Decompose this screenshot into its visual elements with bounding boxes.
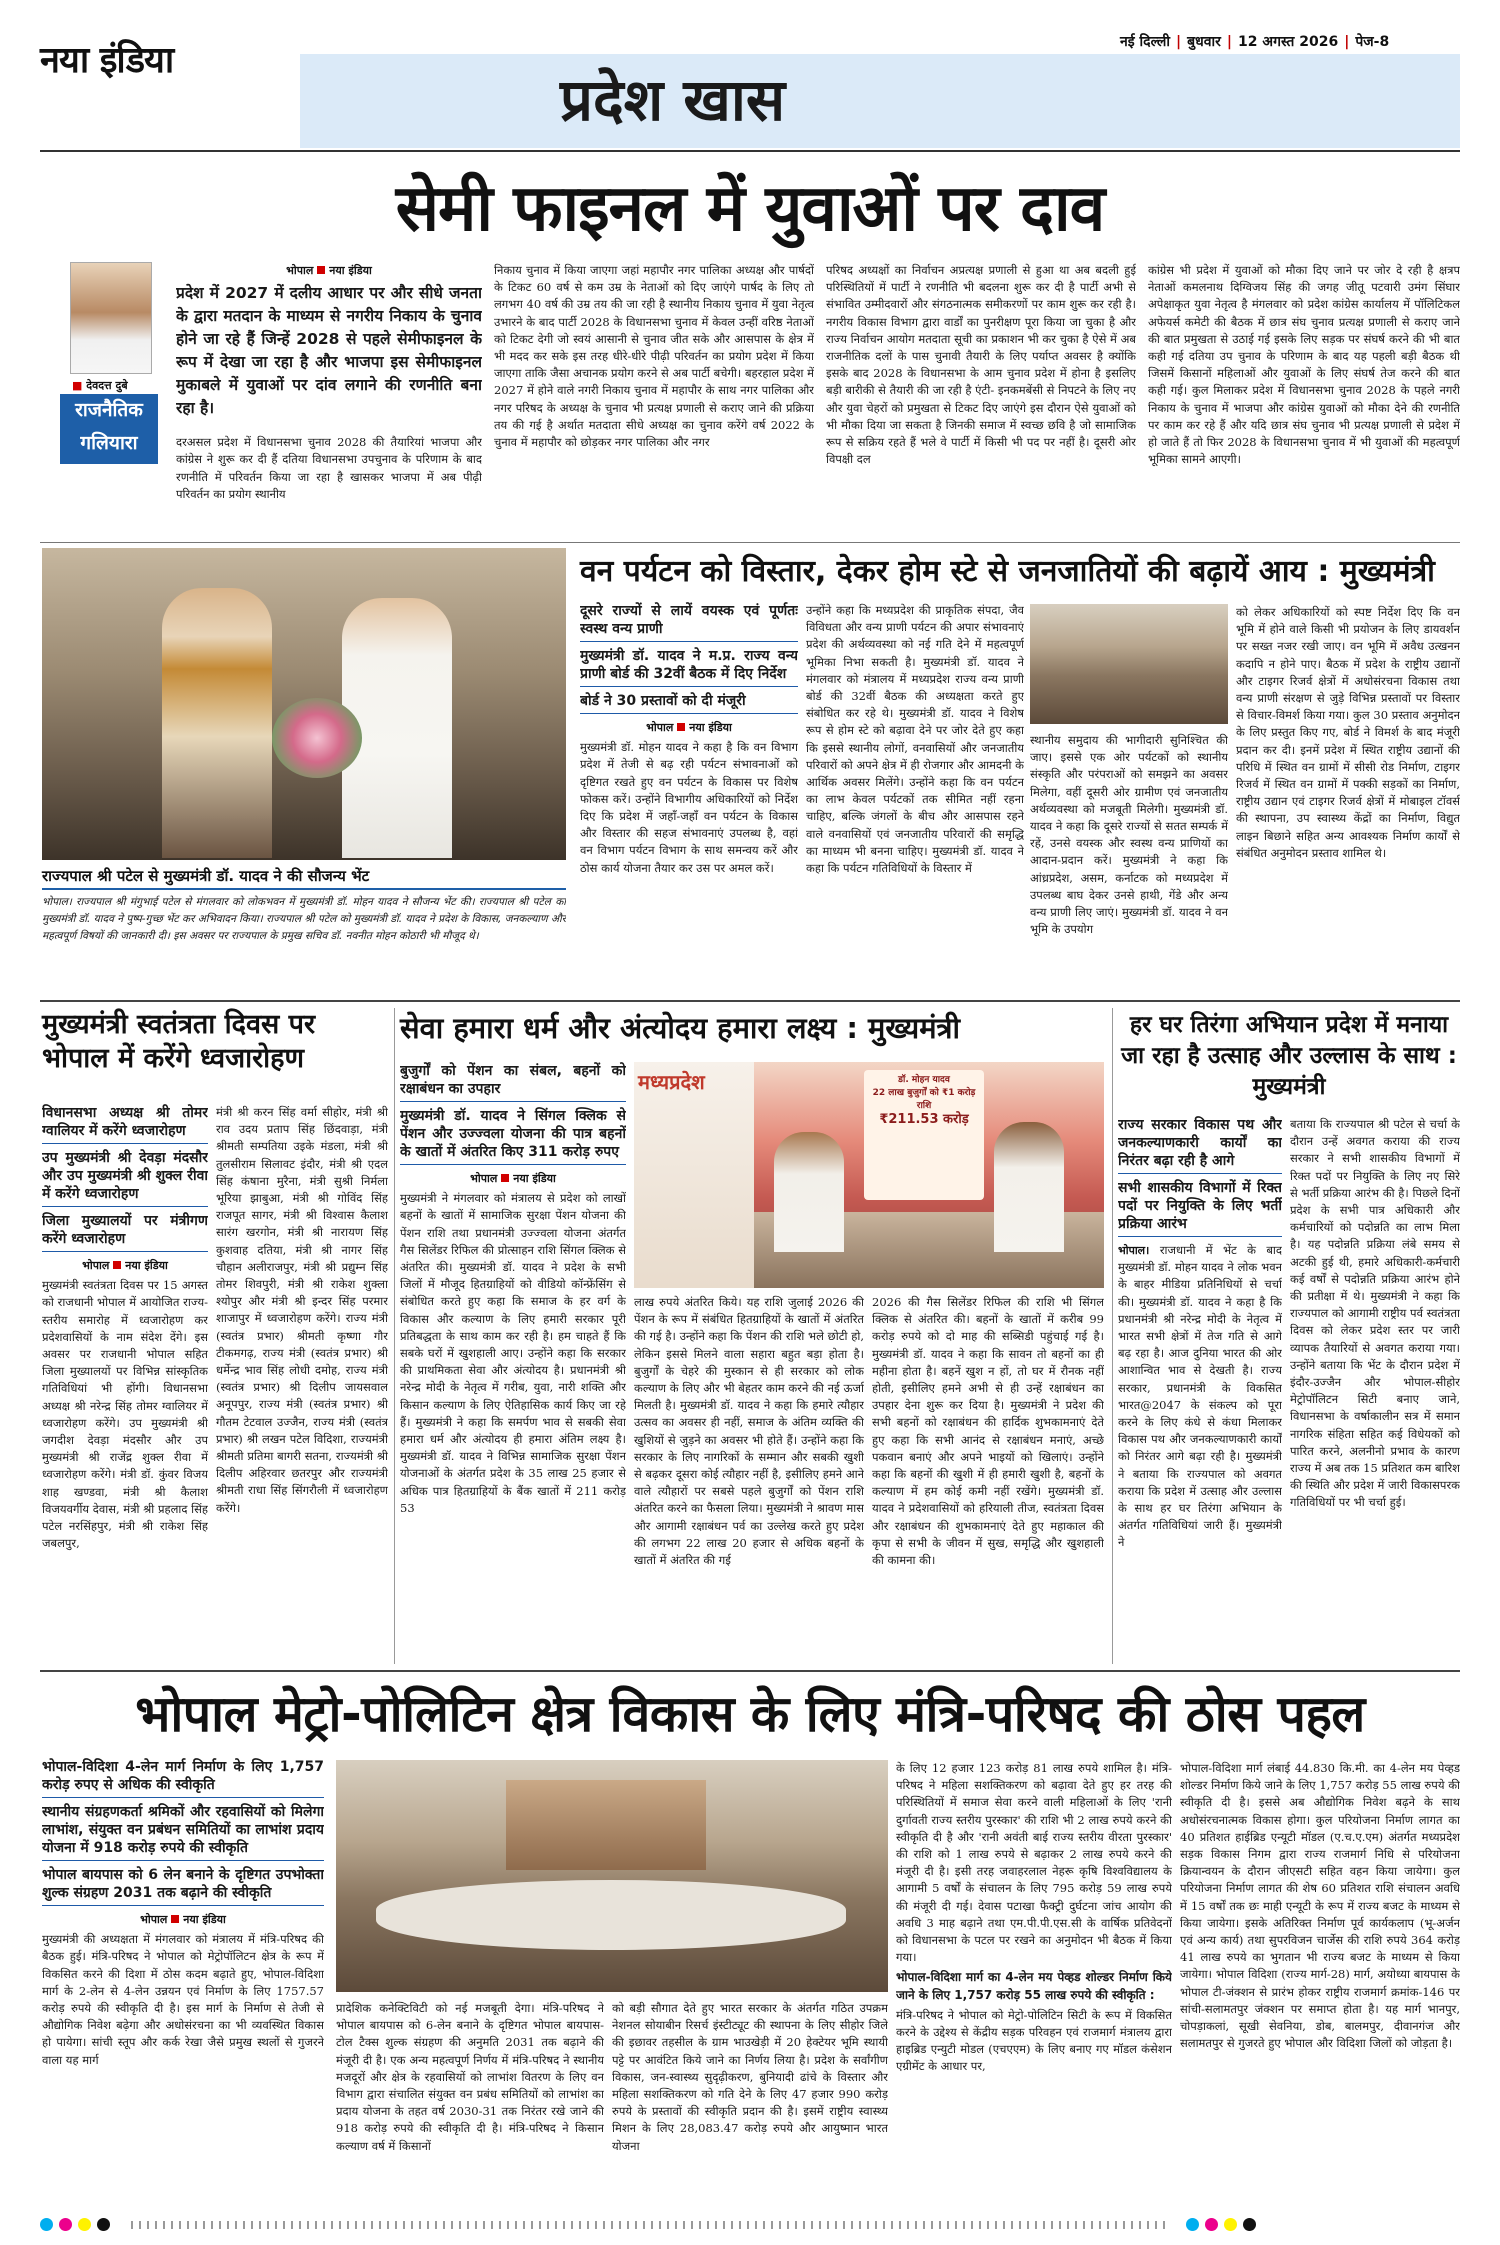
forest-subheads [580,602,798,992]
metro-col4 [896,1760,1172,2204]
main-story-lead: प्रदेश में 2027 में दलीय आधार पर और सीधे जनता के द्वारा मतदान के माध्यम से नगरीय निकाय के चुनाव होने जा रहे हैं जिन्हें 2028 से पहले सेमीफाइनल के रूप में देखा जा रहा है और भाजपा इस सेमीफाइनल मुकाबले में युवाओं पर दांव लगाने की रणनीति बना रहा है। [176,284,482,418]
author-name: ■ देवदत्त दुबे [72,379,128,392]
flag-sub2: उप मुख्यमंत्री श्री देवड़ा मंदसौर और उप मुख्यमंत्री श्री शुक्ल रीवा में करेंगे ध्वजारोहण [42,1149,208,1207]
flag-col1 [42,1104,208,1664]
forest-sub2: मुख्यमंत्री डॉ. यादव ने म.प्र. राज्य वन्य प्राणी बोर्ड की 32वीं बैठक में दिए निर्देश [580,647,798,687]
metro-col3: को बड़ी सौगात देते हुए भारत सरकार के अंतर्गत गठित उपक्रम नेशनल सोयाबीन रिसर्च इंस्टीट्यूट की स्थापना के लिए सीहोर जिले की इछावर तहसील के ग्राम भाउखेड़ी में 20 हेक्टेयर भूमि स्थायी पट्टे पर आवंटित किये जाने का निर्णय लिया है। प्रदेश के सर्वांगीण विकास, जन-स्वास्थ्य सुदृढ़ीकरण, बुनियादी ढांचे के विस्तार और महिला सशक्तिकरण को गति देने के लिए 47 हजार 990 करोड़ रुपये के प्रस्तावों की स्वीकृति प्रदान की है। इसमें राष्ट्रीय स्वास्थ्य मिशन के लिए 28,083.47 करोड़ रुपये और आयुष्मान भारत योजना [612,2001,888,2153]
metro-text-4: के लिए 12 हजार 123 करोड़ 81 लाख रुपये शामिल है। मंत्रि-परिषद ने महिला सशक्तिकरण को बढ़ावा देते हुए हर तरह की परिस्थितियों में समाज सेवा करने वाली महिलाओं के लिए 'रानी दुर्गावती राज्य स्तरीय पुरस्कार' की राशि भी 2 लाख रुपये करने की स्वीकृति दी है और 'रानी अवंती बाई राज्य स्तरीय वीरता पुरस्कार' की राशि को 1 लाख रुपये से बढ़ाकर 2 लाख रुपये करने की मंजूरी दी है। इसी तरह जवाहरलाल नेहरू कृषि विश्वविद्यालय के आगामी 5 वर्षों के संचालन के लिए 795 करोड़ 59 लाख रुपये की मंजूरी दी गई। देवास पटाखा फैक्ट्री दुर्घटना जांच आयोग की अवधि 3 माह बढ़ाने तथा एम.पी.पी.एस.सी के वार्षिक प्रतिवेदनों को विधानसभा के पटल पर रखने का अनुमोदन भी बैठक में किया गया। [896,1761,1172,1965]
metro-col1 [42,1758,324,2204]
issue-day: बुधवार [1187,34,1221,50]
photo-caption-title: राज्यपाल श्री पटेल से मुख्यमंत्री डॉ. यादव ने की सौजन्य भेंट [42,867,370,885]
metro-text-4b: मंत्रि-परिषद ने भोपाल को मेट्रो-पोलिटिन सिटी के रूप में विकसित करने के उद्देश्य से केंद्रीय सड़क परिवहन एवं राजमार्ग मंत्रालय द्वारा हाइब्रिड एन्युटी मोडल (एचएएम) के लिए बनाए गए मॉडल कंसेशन एग्रीमेंट के आधार पर, [896,2007,1172,2074]
pension-event-photo [634,1062,1104,1288]
tiranga-text-1: भोपाल। राजधानी में भेंट के बाद मुख्यमंत्री डॉ. मोहन यादव ने लोक भवन के बाहर मीडिया प्रतिनिधियों से चर्चा की। मुख्यमंत्री डॉ. यादव ने कहा है कि प्रधानमंत्री श्री नरेन्द्र मोदी के नेतृत्व में भारत सभी क्षेत्रों में तेज गति से आगे बढ़ रहा है। आज दुनिया भारत की ओर आशान्वित भाव से देखती है। राज्य सरकार, प्रधानमंत्री के विकसित भारत@2047 के संकल्प को पूरा करने के लिए कंधे से कंधा मिलाकर विकास पथ और जनकल्याणकारी कार्यों को निरंतर आगे बढ़ा रही है। मुख्यमंत्री ने बताया कि राज्यपाल को अवगत कराया कि प्रदेश में उत्साह और उल्लास के साथ हर घर तिरंगा अभियान के अंतर्गत गतिविधियां जारी हैं। मुख्यमंत्री ने [1118,1243,1282,1550]
masthead-rule [40,150,1460,152]
forest-headline: वन पर्यटन को विस्तार, देकर होम स्टे से जनजातियों की बढ़ायें आय : मुख्यमंत्री [580,554,1435,589]
caption-rule [42,888,566,890]
metro-sub1: भोपाल-विदिशा 4-लेन मार्ग निर्माण के लिए 1,757 करोड़ रुपए से अधिक की स्वीकृति [42,1758,324,1798]
banner-amount1: 22 लाख बुजुर्गों को ₹1 करोड़ राशि [872,1088,976,1111]
banner-amount2: ₹211.53 करोड़ [879,1112,969,1127]
photo-caption-text: भोपाल। राज्यपाल श्री मंगुभाई पटेल से मंगलवार को लोकभवन में मुख्यमंत्री डॉ. मोहन यादव ने सौजन्य भेंट की। राज्यपाल श्री पटेल का मुख्यमंत्री डॉ. यादव ने पुष्प-गुच्छ भेंट कर अभिवादन किया। राज्यपाल श्री पटेल को मुख्यमंत्री डॉ. यादव ने प्रदेश के विकास, जनकल्याण और महत्वपूर्ण विषयों की जानकारी दी। इस अवसर पर राज्यपाल के प्रमुख सचिव डॉ. नवनीत मोहन कोठारी भी मौजूद थे। [42,896,566,942]
metro-sub2: स्थानीय संग्रहणकर्ता श्रमिकों और रहवासियों को मिलेगा लाभांश, संयुक्त वन प्रबंधन समितियों का लाभांश प्रदाय योजना में 918 करोड़ रुपये की स्वीकृति [42,1803,324,1861]
governor-cm-photo [42,548,566,860]
tiranga-col2: बताया कि राज्यपाल श्री पटेल से चर्चा के दौरान उन्हें अवगत कराया की राज्य सरकार ने सभी शासकीय विभागों में रिक्त पदों पर नियुक्ति के लिए नए सिरे से भर्ती प्रक्रिया आरंभ की है। पिछले दिनों प्रदेश के सभी पात्र अधिकारी और कर्मचारियों को पदोन्नति का लाभ मिला है। यह पदोन्नति प्रक्रिया लंबे समय से अटकी हुई थी, हमारे अधिकारी-कर्मचारी कई वर्षों से पदोन्नति प्रक्रिया आरंभ होने की प्रतीक्षा में थे। मुख्यमंत्री ने कहा कि राज्यपाल को आगामी राष्ट्रीय पर्व स्वतंत्रता दिवस को लेकर प्रदेश स्तर पर जारी व्यापक तैयारियों से अवगत कराया गया। उन्होंने बताया कि भेंट के दौरान प्रदेश में इंदौर-उज्जैन और भोपाल-सीहोर मेट्रोपॉलिटन सिटी बनाए जाने, विधानसभा के वर्षाकालीन सत्र में समान नागरिक संहिता सहित कई विधेयकों को पारित करने, अलनीनो प्रभाव के कारण राज्य में अब तक 15 प्रतिशत कम बारिश की स्थिति और प्रदेश में जारी विकासपरक गतिविधियों पर भी चर्चा हुई। [1290,1117,1460,1510]
banner-cm: डॉ. मोहन यादव [898,1075,950,1085]
issue-page: पेज-8 [1355,34,1390,50]
dateline: भोपाल नया इंडिया [470,1172,556,1185]
seva-sub1: बुजुर्गों को पेंशन का संबल, बहनों को रक्षाबंधन का उपहार [400,1062,626,1102]
section-title: प्रदेश खास [560,66,786,134]
dateline: भोपाल नया इंडिया [646,721,732,734]
author-photo [70,262,152,374]
metro-sub3: भोपाल बायपास को 6 लेन बनाने के दृष्टिगत उपभोक्ता शुल्क संग्रहण 2031 तक बढ़ाने की स्वीकृति [42,1866,324,1906]
forest-col1: मुख्यमंत्री डॉ. मोहन यादव ने कहा है कि वन विभाग प्रदेश में तेजी से बढ़ रही पर्यटन संभावनाओं को दृष्टिगत रखते हुए वन पर्यटन के विकास पर विशेष फोकस करें। उन्होंने विभागीय अधिकारियों को निर्देश दिए कि प्रदेश में जहाँ-जहाँ वन पर्यटन के विकास और विस्तार की सहज संभावनाएं उपलब्ध है, वहां वन विभाग पर्यटन विभाग के साथ समन्वय करें और ठोस कार्य योजना तैयार कर उस पर अमल करें। [580,740,798,875]
cabinet-meeting-photo [336,1760,888,1992]
metro-col2: प्रादेशिक कनेक्टिविटी को नई मजबूती देगा। मंत्रि-परिषद ने भोपाल बायपास को 6-लेन बनाने के दृष्टिगत भोपाल बायपास- टोल टैक्स शुल्क संग्रहण की अनुमति 2031 तक बढ़ाने की मंजूरी दी है। एक अन्य महत्वपूर्ण निर्णय में मंत्रि-परिषद ने स्थानीय मजदूरों और क्षेत्र के रहवासियों को लाभांश वितरण के लिए वन विभाग द्वारा संचालित संयुक्त वन प्रबंध समितियों को लाभांश का प्रदाय योजना के तहत वर्ष 2030-31 तक निरंतर रखे जाने की 918 करोड़ रुपये की स्वीकृति दी है। मंत्रि-परिषद ने किसान कल्याण वर्ष में किसानों [336,2001,604,2153]
magenta-dot [59,2218,72,2231]
forest-sub1: दूसरे राज्यों से लायें वयस्क एवं पूर्णतः स्वस्थ वन्य प्राणी [580,602,798,642]
seva-text-1: मुख्यमंत्री ने मंगलवार को मंत्रालय से प्रदेश को लाखों बहनों के खातों में सामाजिक सुरक्षा पेंशन योजना की पेंशन राशि तथा प्रधानमंत्री उज्ज्वला योजना अंतर्गत गैस सिलेंडर रिफिल की प्रोत्साहन राशि सिंगल क्लिक से अंतरित की। मुख्यमंत्री डॉ. यादव ने प्रदेश के सभी जिलों में मौजूद हितग्राहियों को वीडियो कॉन्फ्रेंसिंग से संबोधित करते हुए कहा कि समाज के हर वर्ग के विकास और कल्याण के लिए हमारी सरकार पूरी प्रतिबद्धता के साथ काम कर रही है। हम चाहते हैं कि सबके घरों में खुशहाली आए। उन्होंने कहा कि सरकार की प्राथमिकता सेवा और अंत्योदय है। प्रधानमंत्री श्री नरेन्द्र मोदी के नेतृत्व में गरीब, युवा, नारी शक्ति और किसान कल्याण के लिए ऐतिहासिक कार्य किए जा रहे हैं। मुख्यमंत्री ने कहा कि समर्पण भाव से सबकी सेवा हमारा धर्म और अंत्योदय ही हमारा अंतिम लक्ष्य है। मुख्यमंत्री डॉ. यादव ने विभिन्न सामाजिक सुरक्षा पेंशन योजनाओं के अंतर्गत प्रदेश के 35 लाख 25 हजार से अधिक पात्र हितग्राहियों के बैंक खातों में 211 करोड़ 53 [400,1191,626,1515]
issue-date: 12 अगस्त 2026 [1238,34,1339,50]
column-divider [1112,1008,1113,1664]
banner-text: मध्यप्रदेश [638,1070,705,1094]
tiranga-sub1: राज्य सरकार विकास पथ और जनकल्याणकारी कार्यों का निरंतर बढ़ा रही है आगे [1118,1116,1282,1174]
seva-sub2: मुख्यमंत्री डॉ. यादव ने सिंगल क्लिक से पेंशन और उज्ज्वला योजना की पात्र बहनों के खातों में अंतरित किए 311 करोड़ रुपए [400,1107,626,1165]
dateline: भोपाल नया इंडिया [286,264,372,277]
main-story-col4: कांग्रेस भी प्रदेश में युवाओं को मौका दिए जाने पर जोर दे रही है क्षत्रप नेताओं कमलनाथ दिग्विजय सिंह की जगह जीतू पटवारी उमंग सिंघार अपेक्षाकृत युवा नेतृत्व है मंगलवार को प्रदेश कांग्रेस कार्यालय में पॉलिटिकल अफेयर्स कमेटी की बैठक में छात्र संघ चुनाव प्रत्यक्ष प्रणाली से कराए जाने की बात प्रमुखता से उठाई गई इसके लिए सड़क पर संघर्ष करने की भी बात कही गई दतिया उप चुनाव के परिणाम के बाद यह पहली बड़ी बैठक थी जिसमें किसानों महिलाओं और युवाओं के लिए संघर्ष तेज करने की बात कही गई। कुल मिलाकर प्रदेश में विधानसभा चुनाव 2028 के पहले नगरी निकाय के चुनाव में भाजपा और कांग्रेस युवाओं को मौका देने की रणनीति पर काम कर रहे हैं और यदि छात्र संघ चुनाव भी प्रत्यक्ष प्रणाली से प्रदेश में हो जाते हैं तो फिर 2028 के विधानसभा चुनाव में भी युवाओं की महत्वपूर्ण भूमिका सामने आएगी। [1148,263,1460,467]
main-story-col3: परिषद अध्यक्षों का निर्वाचन अप्रत्यक्ष प्रणाली से हुआ था अब बदली हुई परिस्थितियों में पार्टी ने रणनीति भी बदलना शुरू कर दी है पार्टी अभी से संभावित उम्मीदवारों और संगठनात्मक समीकरणों पर काम शुरू कर रही है। नगरीय विकास विभाग द्वारा वार्डों का पुनरीक्षण पूरा किया जा चुका है और राज्य निर्वाचन आयोग मतदाता सूची का प्रकाशन भी कर चुका है ऐसे में अब राजनीतिक दलों के पास चुनावी तैयारी के लिए पर्याप्त अवसर है क्योंकि इसके बाद 2028 के विधानसभा के आम चुनाव प्रदेश में होना है इसलिए बड़ी बारीकी से तैयारी की जा रही है एंटी- इनकमबेंसी से निपटने के लिए नए और युवा चेहरों को प्रमुखता से टिकट दिए जाएंगे इस दौरान ऐसे युवाओं को भी मौका दिया जा सकता है जिनकी समाज में स्वच्छ छवि है जो सामाजिक रूप से सक्रिय रहते हैं भले वे पार्टी में किसी भी पद पर नहीं है। दूसरी ओर विपक्षी दल [826,263,1136,467]
main-story-text-1: दरअसल प्रदेश में विधानसभा चुनाव 2028 की तैयारियां भाजपा और कांग्रेस ने शुरू कर दी हैं दतिया विधानसभा उपचुनाव के परिणाम के बाद रणनीति में परिवर्तन किया जा रहा है खासकर भाजपा में अब पीढ़ी परिवर्तन का प्रयोग स्थानीय [176,435,482,501]
flag-col2: मंत्री श्री करन सिंह वर्मा सीहोर, मंत्री श्री राव उदय प्रताप सिंह छिंदवाड़ा, मंत्री श्रीमती सम्पतिया उइके मंडला, मंत्री श्री तुलसीराम सिलावट इंदौर, मंत्री श्री एदल सिंह कंषाना मुरैना, मंत्री सुश्री निर्मला भूरिया झाबुआ, मंत्री श्री गोविंद सिंह राजपूत सागर, मंत्री श्री विश्वास कैलाश सारंग खरगोन, मंत्री श्री नारायण सिंह कुशवाह दतिया, मंत्री श्री नागर सिंह चौहान अलीराजपुर, मंत्री श्री प्रद्युम्न सिंह तोमर शिवपुरी, मंत्री श्री राकेश शुक्ला श्योपुर और मंत्री श्री इन्दर सिंह परमार शाजापुर में ध्वजारोहण करेंगे। राज्य मंत्री (स्वतंत्र प्रभार) श्रीमती कृष्णा गौर टीकमगढ़, राज्य मंत्री (स्वतंत्र प्रभार) श्री धर्मेन्द्र भाव सिंह लोधी दमोह, राज्य मंत्री (स्वतंत्र प्रभार) श्री दिलीप जायसवाल अनूपपुर, राज्य मंत्री (स्वतंत्र प्रभार) श्री गौतम टेटवाल उज्जैन, राज्य मंत्री (स्वतंत्र प्रभार) श्री लखन पटेल विदिशा, राज्यमंत्री श्रीमती प्रतिमा बागरी सतना, राज्यमंत्री श्री दिलीप अहिरवार छतरपुर और राज्यमंत्री श्रीमती राधा सिंह सिंगरौली में ध्वजारोहण करेंगे। [216,1105,388,1515]
flag-headline: मुख्यमंत्री स्वतंत्रता दिवस पर भोपाल में करेंगे ध्वजारोहण [42,1009,316,1074]
yellow-dot [78,2218,91,2231]
cyan-dot [40,2218,53,2231]
seva-col2: लाख रुपये अंतरित किये। यह राशि जुलाई 2026 की पेंशन के रूप में संबंधित हितग्राहियों के खातों में अंतरित की गई है। उन्होंने कहा कि पेंशन की राशि भले छोटी हो, लेकिन इससे मिलने वाला सहारा बहुत बड़ा होता है। बुजुर्गों के चेहरे की मुस्कान से ही सरकार को लोक कल्याण के लिए और भी बेहतर काम करने की नई ऊर्जा मिलती है। मुख्यमंत्री डॉ. यादव ने कहा कि हमारे त्यौहार उत्सव का अवसर ही नहीं, समाज के अंतिम व्यक्ति की खुशियों से जुड़ने का अवसर भी होते हैं। उन्होंने कहा कि सरकार के लिए नागरिकों के सम्मान और सबकी खुशी से बढ़कर दूसरा कोई त्यौहार नहीं है, इसीलिए हमने आने वाले त्यौहारों पर सबसे पहले बुजुर्गों को पेंशन राशि अंतरित करने का फैसला लिया। मुख्यमंत्री ने श्रावण मास और आगामी रक्षाबंधन पर्व का उल्लेख करते हुए प्रदेश की लगभग 22 लाख 20 हजार से अधिक बहनों के खातों में अंतरित की गई [634,1295,864,1568]
dateline: भोपाल नया इंडिया [140,1913,226,1926]
issue-meta: नई दिल्ली | बुधवार | 12 अगस्त 2026 | पेज-8 [1120,34,1390,50]
seva-col1 [400,1062,626,1664]
main-story-col2: निकाय चुनाव में किया जाएगा जहां महापौर नगर पालिका अध्यक्ष और पार्षदों के टिकट 60 वर्ष से कम उम्र के नेताओं को दिए जाएंगे पार्षद के लिए तो लगभग 40 वर्ष की उम्र तय की जा रही है स्थानीय निकाय चुनाव में युवा नेतृत्व उभारने के बाद पार्टी 2028 के विधानसभा चुनाव में केवल उन्हीं वरिष्ठ नेताओं को टिकट देगी जो स्वयं आसानी से चुनाव जीत सके और आसपास के क्षेत्र में भी मदद कर सके इस तरह धीरे-धीरे पीढ़ी परिवर्तन का प्रयोग प्रदेश में किया जाएगा ताकि जैसा अचानक प्रयोग करने से अब पार्टी बचेगी। बहरहाल प्रदेश में 2027 में होने वाले नगरी निकाय चुनाव में महापौर के साथ नगर पालिका और नगर परिषद के अध्यक्ष के चुनाव भी प्रत्यक्ष प्रणाली से कराए जाने की प्रक्रिया तय की गई है अर्थात मतदाता सीधे अध्यक्ष का चुनाव करेंगे वर्ष 2022 के चुनाव में महापौर को छोड़कर नगर पालिका और नगर [494,263,814,450]
tiranga-headline: हर घर तिरंगा अभियान प्रदेश में मनाया जा रहा है उत्साह और उल्लास के साथ : मुख्यमंत्री [1121,1012,1457,1100]
metro-inline-sub: भोपाल-विदिशा मार्ग का 4-लेन मय पेव्हड शोल्डर निर्माण किये जाने के लिए 1,757 करोड़ 55 लाख रुपये की स्वीकृति : [896,1970,1172,2002]
print-registration-strip [40,2214,1460,2232]
black-dot [97,2218,110,2231]
issue-city: नई दिल्ली [1120,34,1171,50]
section-band [300,54,1460,148]
section-divider [40,1000,1460,1002]
section-divider [40,542,1460,543]
tiranga-sub2: सभी शासकीय विभागों में रिक्त पदों पर नियुक्ति के लिए भर्ती प्रक्रिया आरंभ [1118,1179,1282,1237]
metro-text-1: मुख्यमंत्री की अध्यक्षता में मंगलवार को मंत्रालय में मंत्रि-परिषद की बैठक हुई। मंत्रि-परिषद ने भोपाल को मेट्रोपॉलिटन क्षेत्र के रूप में विकसित करने की दिशा में ठोस कदम बढ़ाते हुए, भोपाल-विदिशा मार्ग के 2-लेन से 4-लेन उन्नयन एवं निर्माण के लिए 1757.57 करोड़ रुपये की स्वीकृति दी है। इस मार्ग के निर्माण से तेजी से औद्योगिक निवेश बढ़ेगा और अधोसंरचना का भी व्यवस्थित विकास हो पायेगा। सांची स्तूप और कर्क रेखा जैसे प्रमुख स्थलों से गुजरने वाला यह मार्ग [42,1932,324,2067]
tiranga-col1 [1118,1116,1282,1664]
flag-text-1: मुख्यमंत्री स्वतंत्रता दिवस पर 15 अगस्त को राजधानी भोपाल में आयोजित राज्य-स्तरीय समारोह में ध्वजारोहण कर प्रदेशवासियों के नाम संदेश देंगे। इस अवसर पर राजधानी भोपाल सहित जिला मुख्यालयों पर विभिन्न सांस्कृतिक गतिविधियां भी होंगी। विधानसभा अध्यक्ष श्री नरेन्द्र सिंह तोमर ग्वालियर में ध्वजारोहण करेंगे। उप मुख्यमंत्री श्री जगदीश देवड़ा मंदसौर और उप मुख्यमंत्री श्री राजेंद्र शुक्ल रीवा में ध्वजारोहण करेंगे। मंत्री डॉ. कुंवर विजय शाह खण्डवा, मंत्री श्री कैलाश विजयवर्गीय देवास, मंत्री श्री प्रहलाद सिंह पटेल नरसिंहपुर, मंत्री श्री राकेश सिंह जबलपुर, [42,1278,208,1551]
column-divider [394,1008,395,1664]
forest-col2: उन्होंने कहा कि मध्यप्रदेश की प्राकृतिक संपदा, जैव विविधता और वन्य प्राणी पर्यटन की अपार संभावनाएं प्रदेश की अर्थव्यवस्था को नई गति देने में महत्वपूर्ण भूमिका निभा सकती है। मुख्यमंत्री डॉ. यादव ने मंगलवार को मंत्रालय में मध्यप्रदेश राज्य वन्य प्राणी बोर्ड की 32वीं बैठक की अध्यक्षता करते हुए संबोधित कर रहे थे। मुख्यमंत्री डॉ. यादव ने विशेष रूप से होम स्टे को बढ़ावा देने पर जोर देते हुए कहा कि इससे स्थानीय लोगों, वनवासियों और जनजातीय परिवारों को अपने क्षेत्र में ही रोजगार और आमदनी के आर्थिक अवसर मिलेंगे। उन्होंने कहा कि वन पर्यटन का लाभ केवल पर्यटकों तक सीमित नहीं रहना चाहिए, बल्कि जंगलों के बीच और आसपास रहने वाले वनवासियों एवं जनजातीय परिवारों की समृद्धि का माध्यम भी बनना चाहिए। मुख्यमंत्री डॉ. यादव ने कहा कि पर्यटन गतिविधियों के विस्तार में [806,603,1024,876]
dateline: भोपाल नया इंडिया [82,1259,168,1272]
forest-col4: को लेकर अधिकारियों को स्पष्ट निर्देश दिए कि वन भूमि में होने वाले किसी भी प्रयोजन के लिए डायवर्शन पर सख्त नजर रखी जाए। वन भूमि में अवैध उत्खनन कदापि न होने पाए। बैठक में प्रदेश के राष्ट्रीय उद्यानों और टाइगर रिजर्व क्षेत्रों में अधोसंरचना विकास तथा वन्य प्राणी संरक्षण से जुड़े विभिन्न प्रस्तावों पर विस्तार से विचार-विमर्श किया गया। कुल 30 प्रस्ताव अनुमोदन के लिए प्रस्तुत किए गए, बोर्ड ने विमर्श के बाद मंजूरी प्रदान कर दी। इनमें प्रदेश में स्थित राष्ट्रीय उद्यानों की परिधि में स्थित वन ग्रामों में सीसी रोड निर्माण, टाइगर रिजर्व में स्थित वन ग्रामों में पक्की सड़कों का निर्माण, राष्ट्रीय उद्यान एवं टाइगर रिजर्व क्षेत्रों में मोबाइल टॉवर्स की स्थापना, उप स्वास्थ्य केंद्रों का निर्माण, विद्युत लाइन बिछाने सहित अन्य आवश्यक निर्माण कार्यों से संबंधित अनुमोदन प्रस्ताव शामिल थे। [1236,605,1460,860]
forest-col3: स्थानीय समुदाय की भागीदारी सुनिश्चित की जाए। इससे एक ओर पर्यटकों को स्थानीय संस्कृति और परंपराओं को समझने का अवसर मिलेगा, वहीं दूसरी ओर ग्रामीण एवं जनजातीय अर्थव्यवस्था को मजबूती मिलेगी। मुख्यमंत्री डॉ. यादव ने कहा कि दूसरे राज्यों से सतत सम्पर्क में रहें, उनसे वयस्क और स्वस्थ वन्य प्राणियों का आदान-प्रदान करें। मुख्यमंत्री ने कहा कि आंध्रप्रदेश, असम, कर्नाटक को मध्यप्रदेश में उपलब्ध बाघ देकर उनसे हाथी, गेंडे और अन्य वन्य प्राणी लिए जाएं। मुख्यमंत्री डॉ. यादव ने वन भूमि के उपयोग [1030,733,1228,937]
main-headline: सेमी फाइनल में युवाओं पर दाव [395,172,1105,246]
seva-col3: 2026 की गैस सिलेंडर रिफिल की राशि भी सिंगल क्लिक से अंतरित की। बहनों के खातों में करीब 99 करोड़ रुपये को दो माह की सब्सिडी पहुंचाई गई है। मुख्यमंत्री डॉ. यादव ने कहा कि सावन तो बहनों का ही महीना होता है। बहनें खुश न हों, तो घर में रौनक नहीं होती, इसीलिए हमने अभी से ही उन्हें रक्षाबंधन का उपहार देना शुरू कर दिया है। मुख्यमंत्री ने प्रदेश की सभी बहनों को रक्षाबंधन की हार्दिक शुभकामनाएं देते हुए कहा कि सभी आनंद से रक्षाबंधन मनाएं, अच्छे पकवान बनाएं और अपने भाइयों को खिलाएं। उन्होंने कहा कि बहनों की खुशी में ही हमारी खुशी है, बहनों के कल्याण में हम कोई कमी नहीं रखेंगे। मुख्यमंत्री डॉ. यादव ने प्रदेशवासियों को हरियाली तीज, स्वतंत्रता दिवस और रक्षाबंधन की शुभकामनाएं देते हुए महाकाल की कृपा से सभी के जीवन में सुख, समृद्धि और खुशहाली की कामना की। [872,1295,1104,1568]
metro-col5: भोपाल-विदिशा मार्ग लंबाई 44.830 कि.मी. का 4-लेन मय पेव्हड शोल्डर निर्माण किये जाने के लिए 1,757 करोड़ 55 लाख रुपये की स्वीकृति दी है। इससे अब औद्योगिक निवेश बढ़ने के साथ अधोसंरचनात्मक विकास होगा। कुल परियोजना निर्माण लागत का 40 प्रतिशत हाईब्रिड एन्यूटी मॉडल (ए.च.ए.एम) अंतर्गत मध्यप्रदेश सड़क विकास निगम द्वारा राज्य राजमार्ग निधि से परियोजना क्रियान्वयन के दौरान जीएसटी सहित वहन किया जायेगा। कुल परियोजना निर्माण लागत की शेष 60 प्रतिशत राशि संचालन अवधि में 15 वर्षों तक छः माही एन्यूटी के रूप में राज्य बजट के माध्यम से किया जायेगा। इसके अतिरिक्त निर्माण पूर्व कार्यकलाप (भू-अर्जन एवं अन्य कार्य) तथा सुपरविजन चार्जेस की राशि रुपये 364 करोड़ 41 लाख रुपये का भुगतान भी राज्य बजट के माध्यम से किया जायेगा। भोपाल विदिशा (राज्य मार्ग-28) मार्ग, अयोध्या बायपास के भोपाल टी-जंक्शन से प्रारंभ होकर राष्ट्रीय राजमार्ग क्रमांक-146 पर सांची-सलामतपुर जंक्शन पर समाप्त होता है। यह मार्ग भानपुर, चोपड़ाकलां, सूखी सेवनिया, डोब, बालमपुर, दीवानगंज और सलामतपुर से गुजरते हुए भोपाल और विदिशा जिलों को जोड़ता है। [1180,1761,1460,2051]
newspaper-logo: नया इंडिया [40,40,174,81]
section-divider [40,1670,1460,1672]
flag-sub3: जिला मुख्यालयों पर मंत्रीगण करेंगे ध्वजारोहण [42,1212,208,1252]
seva-headline: सेवा हमारा धर्म और अंत्योदय हमारा लक्ष्य : मुख्यमंत्री [400,1011,961,1045]
wildlife-board-meeting-photo [1030,604,1228,724]
forest-sub3: बोर्ड ने 30 प्रस्तावों को दी मंजूरी [580,692,798,714]
column-badge: राजनैतिक गलियारा [60,394,158,464]
flag-sub1: विधानसभा अध्यक्ष श्री तोमर ग्वालियर में करेंगे ध्वजारोहण [42,1104,208,1144]
metro-headline: भोपाल मेट्रो-पोलिटिन क्षेत्र विकास के लिए मंत्रि-परिषद की ठोस पहल [135,1685,1365,1743]
